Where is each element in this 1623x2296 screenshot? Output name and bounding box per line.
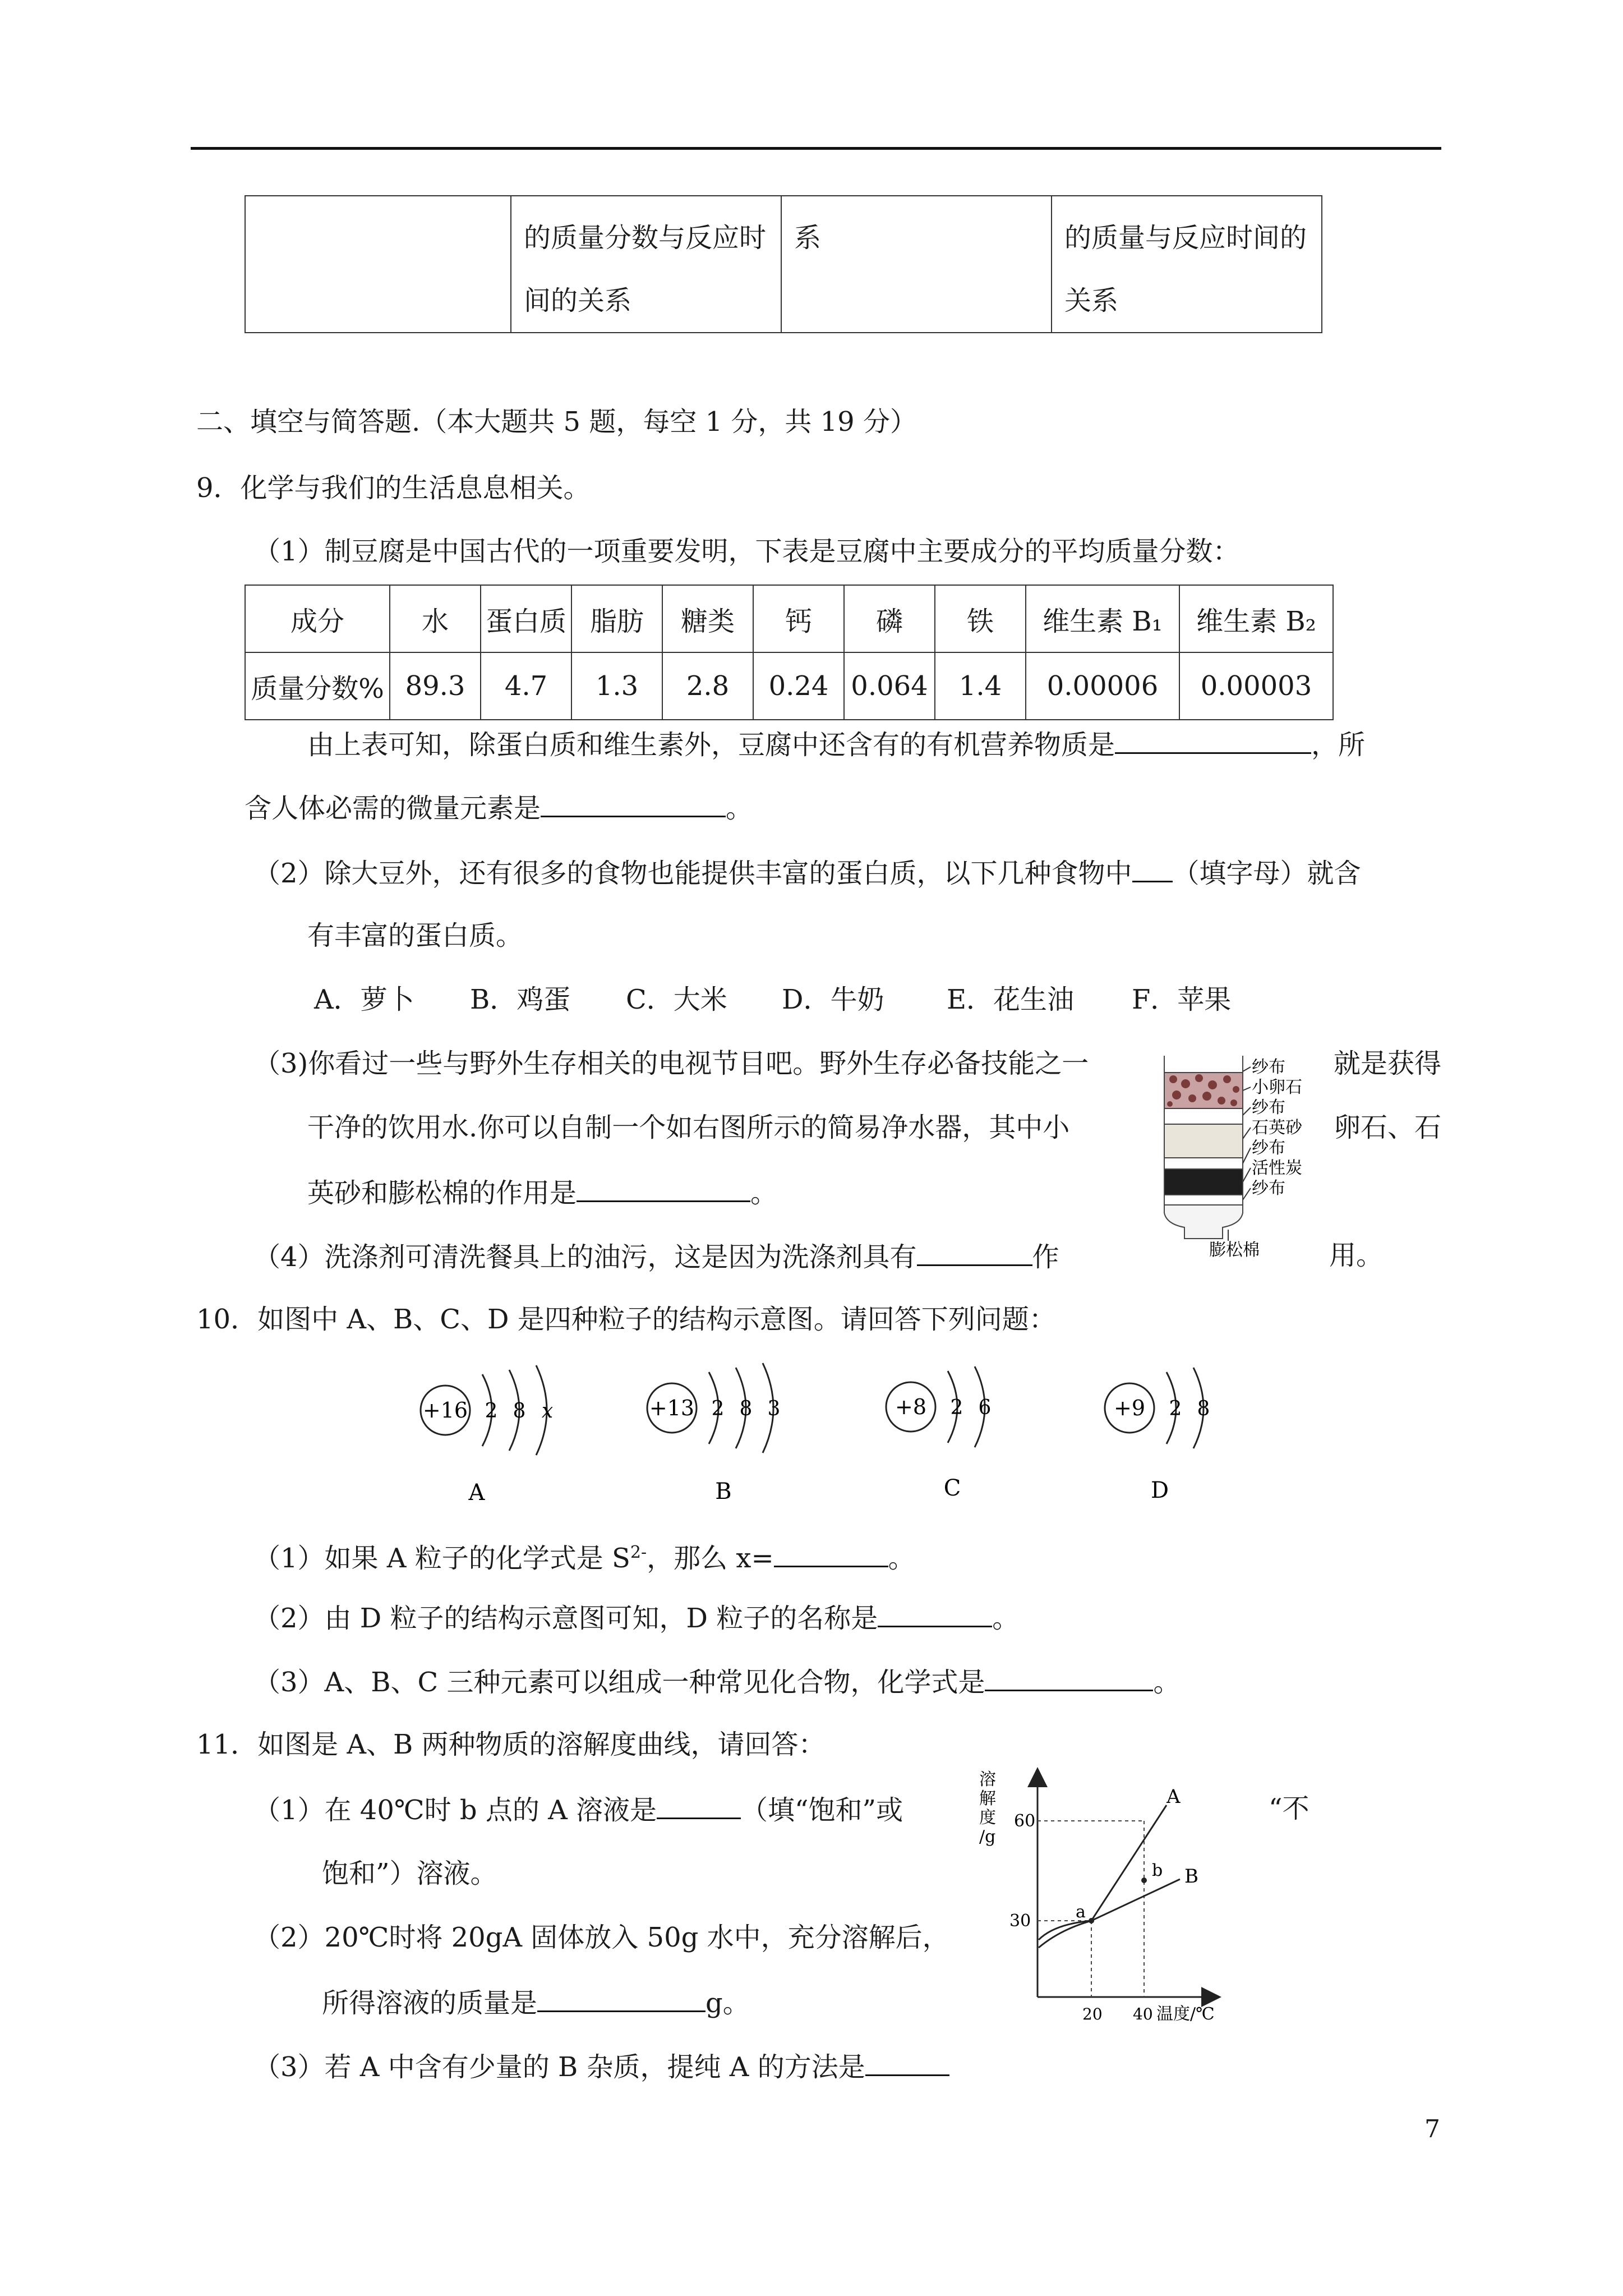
shell-d-1: 2 [1169, 1397, 1182, 1420]
particle-b [647, 1363, 780, 1504]
option-e: E．花生油 [947, 984, 1075, 1015]
label-d: D [1150, 1478, 1169, 1503]
gauze-layer [1164, 1108, 1243, 1124]
label-c: C [943, 1475, 961, 1501]
table-cell: 系 [781, 196, 1052, 333]
table-cell: 0.00006 [1026, 652, 1179, 720]
q9-part4-end: 用。 [1329, 1240, 1384, 1271]
label-cotton: 膨松棉 [1209, 1240, 1260, 1258]
shell-a-3: x [541, 1400, 554, 1423]
gauze-layer [1164, 1158, 1243, 1169]
solubility-graph [965, 1761, 1279, 2031]
curve-a [1039, 1805, 1166, 1940]
page-number: 7 [1424, 2115, 1440, 2143]
label-gauze: 纱布 [1252, 1179, 1285, 1198]
y-label-char: 解 [979, 1789, 996, 1809]
answer-blank[interactable] [865, 2049, 949, 2076]
question-11-title: 11．如图是 A、B 两种物质的溶解度曲线，请回答： [196, 1729, 826, 1760]
table-header-cell: 铁 [935, 585, 1026, 652]
particle-c [886, 1366, 991, 1501]
option-b: B．鸡蛋 [470, 984, 571, 1015]
nucleus-b: +13 [649, 1396, 695, 1420]
answer-blank[interactable] [541, 790, 726, 817]
table-cell: 0.064 [844, 652, 935, 720]
point-a-label: a [1076, 1902, 1086, 1922]
table-header-cell: 脂肪 [571, 585, 662, 652]
nucleus-d: +9 [1113, 1396, 1146, 1420]
label-a: A [468, 1480, 485, 1506]
table-cell: 1.3 [571, 652, 662, 720]
curve-b [1039, 1879, 1180, 1948]
q11-part1-line2: 饱和”）溶液。 [322, 1858, 497, 1889]
section-heading: 二、填空与简答题.（本大题共 5 题，每空 1 分，共 19 分） [196, 406, 917, 438]
answer-blank[interactable] [1115, 726, 1311, 754]
q11-part2-line1: （2）20℃时将 20gA 固体放入 50g 水中，充分溶解后， [253, 1922, 949, 1953]
q10-part2: （2）由 D 粒子的结构示意图可知，D 粒子的名称是 。 [253, 1600, 1019, 1635]
shell-b-3: 3 [767, 1397, 781, 1420]
q10-part1: （1）如果 A 粒子的化学式是 $S^{2-}$，那么 x= 。 [253, 1536, 915, 1575]
q10-part3: （3）A、B、C 三种元素可以组成一种常见化合物，化学式是 。 [253, 1664, 1180, 1699]
table-cell: 1.4 [935, 652, 1026, 720]
answer-blank[interactable] [577, 1175, 750, 1202]
nucleus-c: +8 [895, 1395, 927, 1419]
label-gauze: 纱布 [1252, 1098, 1285, 1117]
label-activated-carbon: 活性炭 [1252, 1158, 1302, 1178]
q9-part3-line1b: 就是获得 [1334, 1048, 1442, 1079]
shell-a-2: 8 [513, 1400, 526, 1423]
label-gauze: 纱布 [1252, 1138, 1285, 1158]
q9-part3-line2a: 干净的饮用水.你可以自制一个如右图所示的简易净水器，其中小 [307, 1112, 1070, 1143]
option-f: F．苹果 [1132, 984, 1232, 1015]
q9-part3-line3: 英砂和膨松棉的作用是 。 [307, 1175, 777, 1210]
table-header-cell: 维生素 B₁ [1026, 585, 1179, 652]
q9-part3-line1a: （3)你看过一些与野外生存相关的电视节目吧。野外生存必备技能之一 [253, 1048, 1089, 1079]
q9-part1-line2: 含人体必需的微量元素是 。 [245, 790, 753, 825]
label-b: B [715, 1479, 732, 1504]
label-pebbles: 小卵石 [1252, 1078, 1302, 1097]
quartz-sand-layer [1164, 1124, 1243, 1158]
x-tick-20: 20 [1082, 2005, 1103, 2023]
table-header-cell: 蛋白质 [481, 585, 571, 652]
table-cell: 0.00003 [1179, 652, 1333, 720]
shell-c-2: 6 [978, 1396, 992, 1419]
q9-part1-line1: 由上表可知，除蛋白质和维生素外，豆腐中还含有的有机营养物质是 ，所 [307, 726, 1365, 762]
table-cell [245, 196, 511, 333]
q11-part1-end: “不 [1269, 1793, 1310, 1824]
shell-b-1: 2 [711, 1397, 725, 1420]
q11-part3: （3）若 A 中含有少量的 B 杂质，提纯 A 的方法是 [253, 2049, 949, 2084]
curve-a-label: A [1166, 1786, 1181, 1808]
point-b [1141, 1878, 1147, 1883]
q11-part1-line1: （1）在 40℃时 b 点的 A 溶液是 （填“饱和”或 [253, 1792, 903, 1827]
q9-part3-line2b: 卵石、石 [1334, 1112, 1442, 1143]
label-quartz-sand: 石英砂 [1252, 1118, 1302, 1138]
x-axis-label: 温度/℃ [1156, 2004, 1215, 2024]
answer-blank[interactable] [985, 1664, 1153, 1691]
option-c: C．大米 [626, 984, 727, 1015]
particle-a [421, 1365, 553, 1506]
point-a [1089, 1918, 1094, 1924]
answer-blank[interactable] [878, 1600, 992, 1627]
q9-part2-line2: 有丰富的蛋白质。 [307, 920, 523, 951]
shell-a-1: 2 [485, 1400, 498, 1423]
q9-part2-line1: （2）除大豆外，还有很多的食物也能提供丰富的蛋白质，以下几种食物中 （填字母）就含 [253, 855, 1361, 890]
table-header-cell: 钙 [753, 585, 844, 652]
point-b-label: b [1152, 1861, 1163, 1880]
activated-carbon-layer [1164, 1169, 1243, 1195]
option-d: D．牛奶 [782, 984, 884, 1015]
q11-part2-line2: 所得溶液的质量是 g。 [322, 1985, 750, 2020]
question-10-title: 10．如图中 A、B、C、D 是四种粒子的结构示意图。请回答下列问题： [196, 1304, 1056, 1335]
y-tick-60: 60 [1014, 1811, 1036, 1831]
bottle-neck [1164, 1205, 1243, 1239]
x-tick-40: 40 [1133, 2005, 1153, 2023]
answer-blank[interactable] [1132, 855, 1173, 882]
continuation-table [245, 195, 1322, 333]
answer-blank[interactable] [657, 1792, 741, 1819]
guide-lines [1038, 1821, 1144, 1997]
particle-d [1105, 1368, 1210, 1503]
table-header-cell: 成分 [245, 585, 390, 652]
gauze-layer [1164, 1195, 1243, 1205]
q9-part1-intro: （1）制豆腐是中国古代的一项重要发明，下表是豆腐中主要成分的平均质量分数： [253, 536, 1240, 567]
table-header-cell: 水 [390, 585, 481, 652]
table-cell: 质量分数% [245, 652, 390, 720]
table-cell: 2.8 [662, 652, 753, 720]
y-tick-30: 30 [1009, 1911, 1031, 1931]
y-label-char: 溶 [979, 1770, 996, 1789]
table-header-cell: 磷 [844, 585, 935, 652]
label-gauze: 纱布 [1252, 1057, 1285, 1077]
answer-blank[interactable] [537, 1985, 706, 2012]
table-cell: 的质量分数与反应时间的关系 [511, 196, 781, 333]
answer-blank[interactable] [774, 1540, 888, 1567]
option-a: A．萝卜 [314, 984, 414, 1015]
water-filter-figure [1144, 1045, 1329, 1258]
table-cell: 4.7 [481, 652, 571, 720]
nucleus-a: +16 [422, 1398, 468, 1423]
q9-part4: （4）洗涤剂可清洗餐具上的油污，这是因为洗涤剂具有 作 [253, 1239, 1059, 1274]
curve-b-label: B [1184, 1865, 1198, 1888]
question-9-title: 9．化学与我们的生活息息相关。 [196, 472, 591, 504]
shell-b-2: 8 [739, 1397, 753, 1420]
y-label-char: 度 [979, 1808, 996, 1828]
particle-diagrams [393, 1352, 1267, 1515]
table-cell: 89.3 [390, 652, 481, 720]
shell-c-1: 2 [950, 1396, 963, 1419]
table-cell: 的质量与反应时间的关系 [1052, 196, 1322, 333]
table-cell: 0.24 [753, 652, 844, 720]
answer-blank[interactable] [917, 1239, 1032, 1266]
shell-d-2: 8 [1197, 1397, 1210, 1420]
y-label-char: /g [979, 1827, 996, 1847]
header-rule [191, 147, 1441, 150]
tofu-table [245, 585, 1334, 720]
table-header-cell: 维生素 B₂ [1179, 585, 1333, 652]
table-header-cell: 糖类 [662, 585, 753, 652]
